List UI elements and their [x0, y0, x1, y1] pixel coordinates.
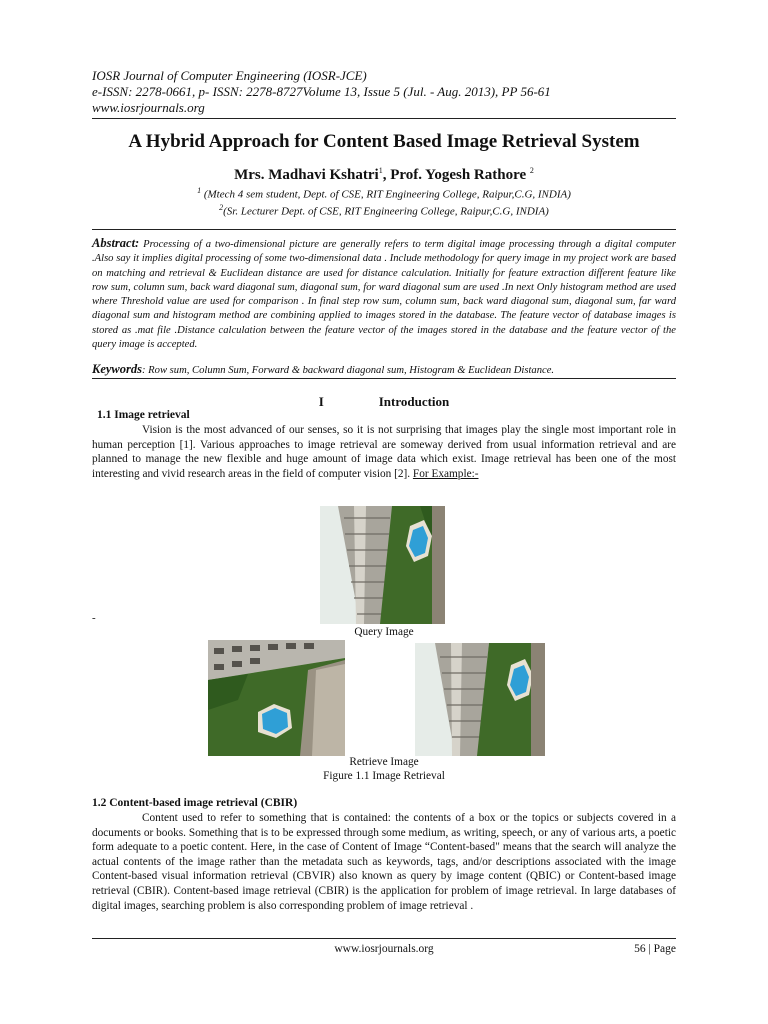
section-title: Introduction	[378, 394, 450, 409]
retrieved-image-1	[208, 640, 345, 756]
author-1-sup: 1	[378, 166, 383, 175]
affiliation-2-sup: 2	[219, 203, 224, 212]
retrieved-image-2	[415, 643, 545, 756]
query-image-graphic	[320, 506, 445, 624]
keywords-text: : Row sum, Column Sum, Forward & backward diagonal sum, Histogram & Euclidean Distance.	[142, 365, 555, 376]
footer-website-link[interactable]: www.iosrjournals.org	[334, 943, 434, 955]
keywords	[92, 362, 676, 377]
abstract-bottom-rule	[92, 378, 676, 379]
for-example-link: For Example:-	[412, 467, 479, 480]
paragraph-cbir	[92, 811, 676, 913]
header-rule	[92, 118, 676, 119]
author-1: Mrs. Madhavi Kshatri	[234, 167, 379, 183]
affiliation-2	[0, 203, 768, 218]
retrieve-image-label: Retrieve Image	[349, 756, 419, 768]
affiliation-2-text: (Sr. Lecturer Dept. of CSE, RIT Engineering College, Raipur,C.G, INDIA)	[223, 205, 549, 218]
retrieved-image-1-graphic	[208, 640, 345, 756]
abstract	[92, 236, 676, 352]
section-number: I	[318, 394, 324, 409]
journal-name: IOSR Journal of Computer Engineering (IOSR-JCE)	[92, 68, 367, 83]
journal-website[interactable]: www.iosrjournals.org	[92, 100, 205, 115]
affiliation-1-text: (Mtech 4 sem student, Dept. of CSE, RIT Engineering College, Raipur,C.G, INDIA)	[203, 188, 571, 201]
journal-issn: e-ISSN: 2278-0661, p- ISSN: 2278-8727Volume 13, Issue 5 (Jul. - Aug. 2013), PP 56-61	[92, 84, 551, 99]
keywords-label: Keywords	[92, 362, 142, 376]
subsection-heading-1-2: 1.2 Content-based image retrieval (CBIR)	[92, 797, 298, 809]
stray-mark: -	[92, 612, 96, 624]
section-heading-introduction	[0, 394, 768, 410]
author-2-sup: 2	[529, 166, 534, 175]
paragraph-1-2-text: Content used to refer to something that is contained: the contents of a box or the topics or subjects covered in a documents or books. Something that is to be expressed through some medium, as writing, speech, or any of various arts, a poetic form adequate to a poetic content. Here, in the case of Content of Image “Content-based" means that the search will analyze the actual contents of the image rather than the metadata such as keywords, tags, and/or descriptions associated with the image Content-based visual information retrieval (CBVIR) also known as query by image content (QBIC) or Content-based image retrieval (CBIR). Content-based image retrieval (CBIR) is the application for problem of image retrieval. In large databases of digital images, searching problem is also corresponding problem of image retrieval .	[92, 812, 676, 912]
author-separator: ,	[382, 167, 391, 183]
abstract-text: Processing of a two-dimensional picture are generally refers to term digital image processing through a digital computer .Also say it implies digital processing of some two-dimensional data . Include methodology for query image in my project work are based on matching and retrieval & Euclidean distance are used for distance calculation. Initially for feature extraction different feature like row sum, column sum, back ward diagonal sum, diagonal sum, for ward diagonal sum are used .In next Only histogram method are used where Threshold value are used for comparison . In final step row sum, column sum, back ward diagonal sum, diagonal sum, far ward diagonal sum and histogram method are combining applied to images stored in the database. The feature vector of database images is stored as .mat file .Distance calculation between the feature vector of the images stored in the database and the feature vector of the query image is accepted.	[92, 239, 676, 351]
author-2: Prof. Yogesh Rathore	[390, 167, 527, 183]
retrieved-image-2-graphic	[415, 643, 545, 756]
affiliation-1-sup: 1	[197, 186, 202, 195]
figure-caption: Figure 1.1 Image Retrieval	[323, 770, 445, 782]
abstract-label: Abstract:	[92, 236, 140, 250]
page-number: 56 | Page	[634, 943, 676, 955]
author-line	[0, 166, 768, 184]
paragraph-image-retrieval	[92, 423, 676, 481]
affiliation-1	[0, 186, 768, 201]
paragraph-1-1-text: Vision is the most advanced of our senses, so it is not surprising that images play the single most important role in human perception [1]. Various approaches to image retrieval are someway derived from usual information retrieval and are planned to manage the new flexible and huge amount of image data which exist. Image retrieval has been one of the most interesting and vivid research areas in the field of computer vision [2].	[92, 424, 676, 480]
query-image-label: Query Image	[354, 626, 414, 638]
footer-rule	[92, 938, 676, 939]
subsection-heading-1-1: 1.1 Image retrieval	[97, 409, 190, 421]
paper-title: A Hybrid Approach for Content Based Image Retrieval System	[128, 131, 640, 152]
query-image	[320, 506, 445, 624]
abstract-top-rule	[92, 229, 676, 230]
